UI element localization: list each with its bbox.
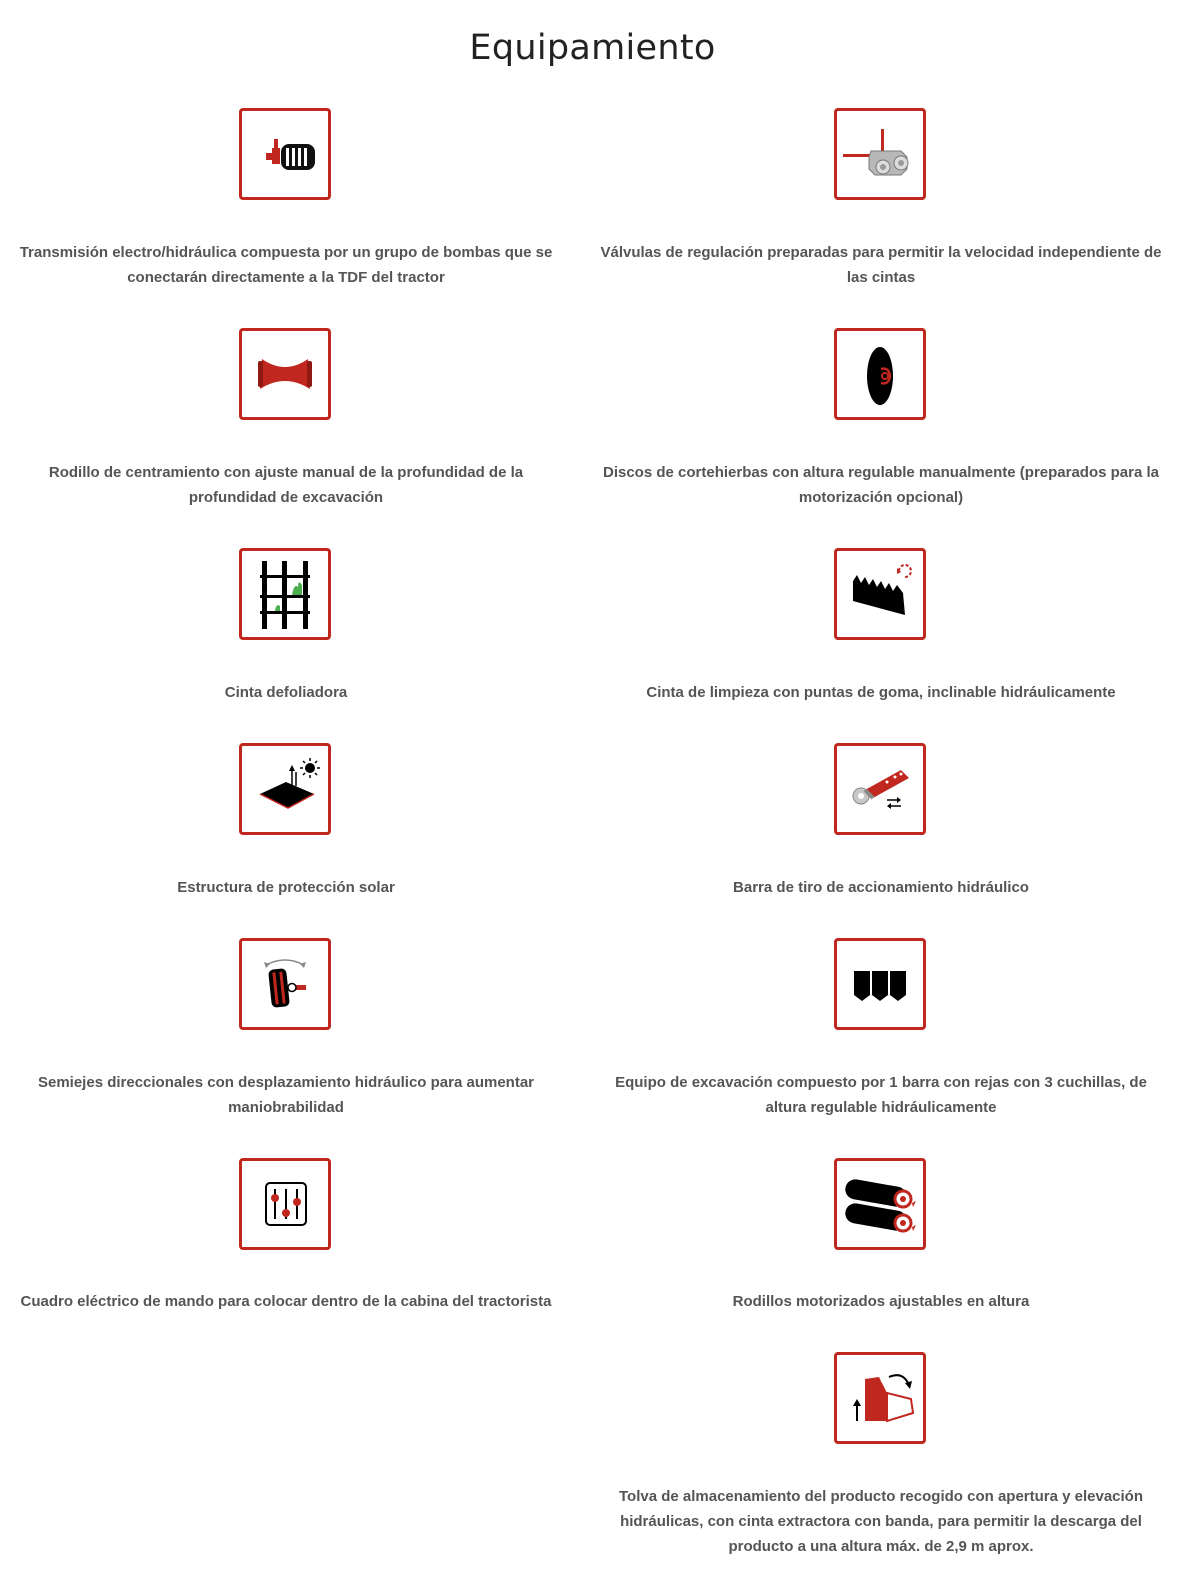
feature-icon-box: [239, 108, 331, 200]
feature-caption: Transmisión electro/hidráulica compuesta por un grupo de bombas que se conectarán directamente a la TDF del tractor: [19, 244, 553, 286]
feature-caption: Rodillos motorizados ajustables en altura: [732, 1293, 1030, 1310]
feature-caption: Discos de cortehierbas con altura regulable manualmente (preparados para la motorización opcional): [602, 464, 1160, 506]
page-title: Equipamiento: [469, 28, 716, 68]
feature-icon-box: [834, 108, 926, 200]
feature-icon-box: [239, 548, 331, 640]
feature-icon-box: [834, 938, 926, 1030]
feature-icon-box: [834, 548, 926, 640]
feature-caption: Equipo de excavación compuesto por 1 barra con rejas con 3 cuchillas, de altura regulable hidráulicamente: [615, 1074, 1147, 1116]
digging-blades-icon: [837, 941, 923, 1027]
cutting-disc-icon: [837, 331, 923, 417]
feature-caption: Estructura de protección solar: [177, 879, 395, 896]
drawbar-icon: [837, 746, 923, 832]
centering-roller-icon: [242, 331, 328, 417]
feature-caption: Cinta de limpieza con puntas de goma, inclinable hidráulicamente: [646, 684, 1116, 701]
feature-icon-box: [834, 328, 926, 420]
steering-axle-icon: [242, 941, 328, 1027]
feature-caption: Rodillo de centramiento con ajuste manual de la profundidad de la profundidad de excavación: [48, 464, 524, 506]
defoliator-belt-icon: [242, 551, 328, 637]
feature-icon-box: [834, 1158, 926, 1250]
valve-icon: [837, 111, 923, 197]
motor-pump-icon: [242, 111, 328, 197]
feature-icon-box: [834, 1352, 926, 1444]
cleaning-belt-icon: [837, 551, 923, 637]
feature-caption: Cinta defoliadora: [224, 684, 348, 701]
control-panel-icon: [242, 1161, 328, 1247]
hopper-icon: [837, 1355, 923, 1441]
sun-shade-icon: [242, 746, 328, 832]
feature-caption: Válvulas de regulación preparadas para permitir la velocidad independiente de las cintas: [600, 244, 1162, 286]
feature-caption: Tolva de almacenamiento del producto recogido con apertura y elevación hidráulicas, con cinta extractora con banda, para permitir la descarga del producto a una altura máx. de 2,9 m aprox.: [618, 1488, 1144, 1555]
feature-caption: Barra de tiro de accionamiento hidráulico: [733, 879, 1029, 896]
feature-caption: Cuadro eléctrico de mando para colocar dentro de la cabina del tractorista: [20, 1293, 552, 1310]
feature-caption: Semiejes direccionales con desplazamiento hidráulico para aumentar maniobrabilidad: [37, 1074, 534, 1116]
feature-icon-box: [834, 743, 926, 835]
feature-icon-box: [239, 938, 331, 1030]
motorized-rollers-icon: [837, 1161, 923, 1247]
feature-icon-box: [239, 328, 331, 420]
feature-icon-box: [239, 743, 331, 835]
feature-icon-box: [239, 1158, 331, 1250]
